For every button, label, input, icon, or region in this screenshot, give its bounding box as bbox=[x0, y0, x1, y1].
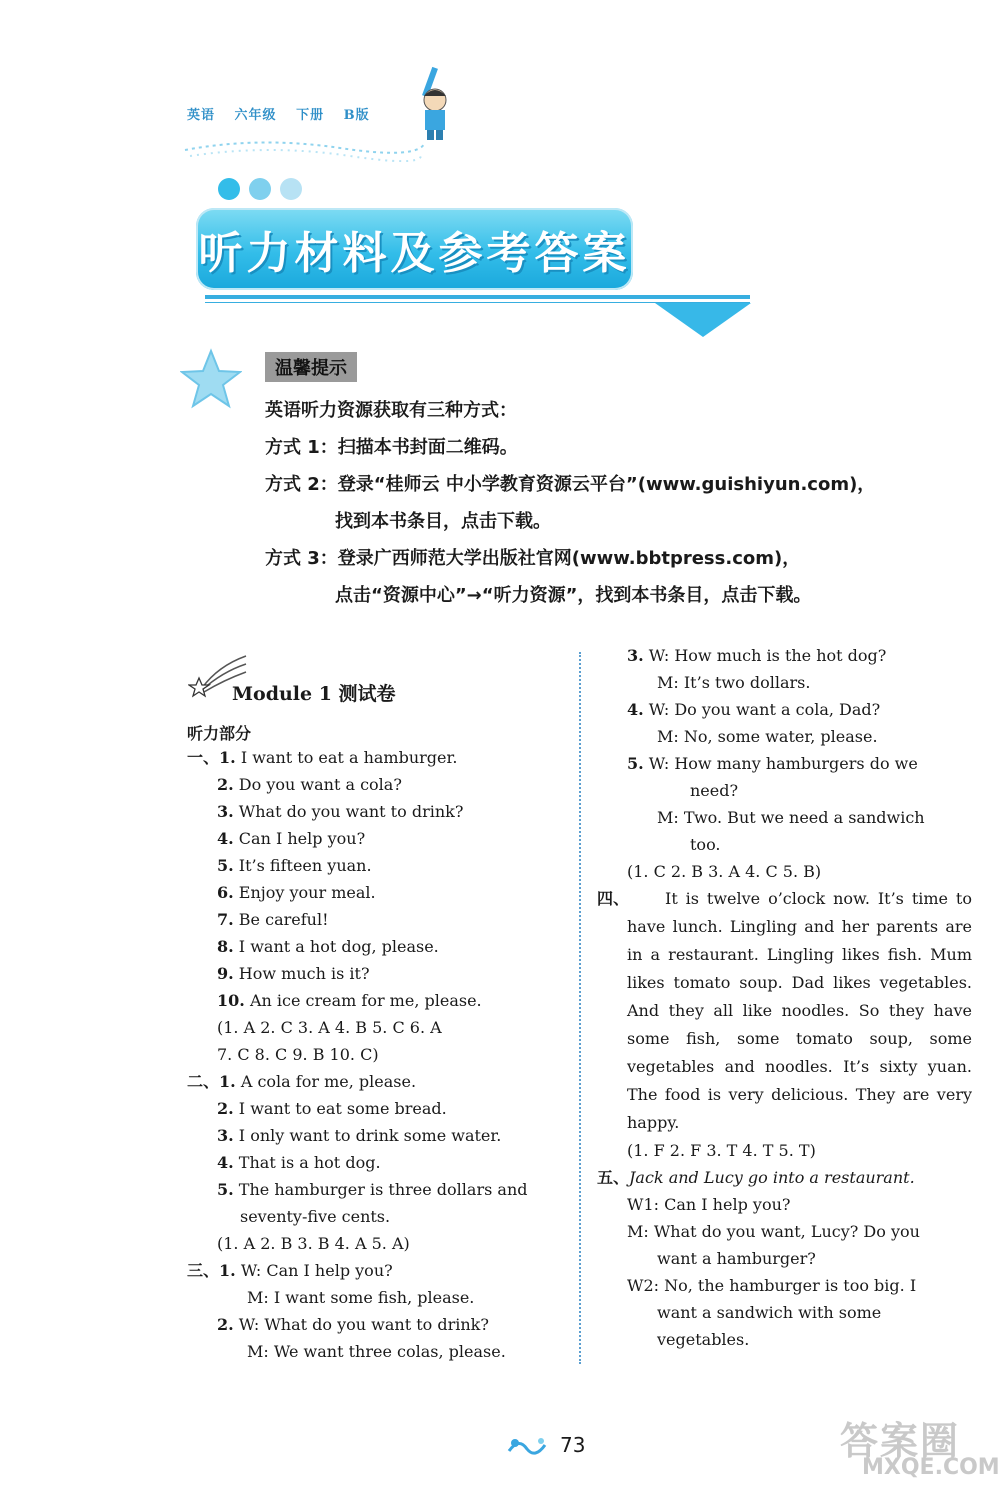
answer-key: (1. A 2. C 3. A 4. B 5. C 6. A bbox=[217, 1018, 442, 1037]
list-item: 4. W: Do you want a cola, Dad? bbox=[627, 700, 881, 719]
tips-way-2-cont: 找到本书条目，点击下载。 bbox=[335, 511, 551, 532]
tips-way-3: 方式 3：登录广西师范大学出版社官网(www.bbtpress.com)， bbox=[265, 548, 801, 569]
list-item: 二、1. A cola for me, please. bbox=[187, 1072, 417, 1091]
page-title: 听力材料及参考答案 bbox=[198, 228, 631, 279]
tips-intro: 英语听力资源获取有三种方式： bbox=[265, 400, 517, 421]
tips-way-1: 方式 1：扫描本书封面二维码。 bbox=[265, 437, 518, 458]
tips-content bbox=[265, 392, 875, 614]
dot-icon bbox=[280, 178, 302, 200]
header-volume: 下册 bbox=[296, 108, 325, 123]
title-banner bbox=[196, 208, 633, 290]
tips-way-3-cont: 点击“资源中心”→“听力资源”，找到本书条目，点击下载。 bbox=[335, 585, 812, 606]
dialogue-line: want a hamburger? bbox=[657, 1249, 816, 1268]
book-header bbox=[187, 104, 384, 123]
list-item: 6. Enjoy your meal. bbox=[217, 883, 376, 902]
dialogue-line: W1: Can I help you? bbox=[627, 1195, 791, 1214]
list-item: 3. I only want to drink some water. bbox=[217, 1126, 502, 1145]
list-item: 3. W: How much is the hot dog? bbox=[627, 646, 887, 665]
header-edition: B版 bbox=[343, 108, 370, 123]
list-item-cont: seventy-five cents. bbox=[240, 1207, 391, 1226]
list-item: 7. Be careful! bbox=[217, 910, 329, 929]
left-column bbox=[187, 744, 567, 1365]
title-rule bbox=[205, 295, 750, 299]
dot-icon bbox=[249, 178, 271, 200]
answer-key: (1. A 2. B 3. B 4. A 5. A) bbox=[217, 1234, 410, 1253]
dialogue-line: M: It’s two dollars. bbox=[657, 673, 811, 692]
column-divider bbox=[579, 652, 581, 1364]
list-item: 5. The hamburger is three dollars and bbox=[217, 1180, 528, 1199]
page-number: 73 bbox=[560, 1433, 586, 1457]
list-item: 2. Do you want a cola? bbox=[217, 775, 402, 794]
child-with-pencil-icon bbox=[405, 62, 465, 142]
dialogue-line: M: I want some fish, please. bbox=[247, 1288, 475, 1307]
module-title: Module 1 测试卷 bbox=[232, 683, 396, 705]
dialogue-line: M: What do you want, Lucy? Do you bbox=[627, 1222, 920, 1241]
list-item: 五、Jack and Lucy go into a restaurant. bbox=[597, 1168, 915, 1187]
list-item: 4. Can I help you? bbox=[217, 829, 366, 848]
triangle-icon bbox=[655, 303, 751, 337]
star-icon bbox=[180, 348, 242, 410]
dialogue-line: vegetables. bbox=[657, 1330, 750, 1349]
tips-label: 温馨提示 bbox=[265, 352, 357, 382]
watermark-url: MXQE.COM bbox=[862, 1455, 1000, 1480]
list-item: 一、1. I want to eat a hamburger. bbox=[187, 748, 458, 767]
answer-key: (1. C 2. B 3. A 4. C 5. B) bbox=[627, 862, 822, 881]
dialogue-line: M: No, some water, please. bbox=[657, 727, 878, 746]
list-item: 4. That is a hot dog. bbox=[217, 1153, 381, 1172]
dialogue-line: need? bbox=[690, 781, 739, 800]
passage-text: It is twelve o’clock now. It’s time to have lunch. Lingling and her parents are in a restaurant. Lingling likes fish. Mum likes tomato soup. Dad likes vegetables. And they all like noodles. So they have some fish, some tomato soup, some vegetables and noodles. It’s sixty yuan. The food is very delicious. They are very happy. bbox=[627, 889, 972, 1132]
list-item: 3. What do you want to drink? bbox=[217, 802, 464, 821]
dialogue-line: too. bbox=[690, 835, 721, 854]
list-item: 9. How much is it? bbox=[217, 964, 370, 983]
right-column bbox=[597, 642, 972, 1353]
list-item: 5. It’s fifteen yuan. bbox=[217, 856, 372, 875]
decorative-dots bbox=[218, 178, 306, 204]
answer-key: 7. C 8. C 9. B 10. C) bbox=[217, 1045, 379, 1064]
sparkle-decoration-icon bbox=[180, 132, 430, 162]
list-item: 三、1. W: Can I help you? bbox=[187, 1261, 393, 1280]
list-item: 2. W: What do you want to drink? bbox=[217, 1315, 489, 1334]
dialogue-line: W2: No, the hamburger is too big. I bbox=[627, 1276, 917, 1295]
list-item: 8. I want a hot dog, please. bbox=[217, 937, 439, 956]
dialogue-line: want a sandwich with some bbox=[657, 1303, 882, 1322]
header-grade: 六年级 bbox=[234, 108, 277, 123]
tips-way-2: 方式 2：登录“桂师云 中小学教育资源云平台”(www.guishiyun.com)， bbox=[265, 474, 876, 495]
header-subject: 英语 bbox=[187, 108, 216, 123]
answer-key: (1. F 2. F 3. T 4. T 5. T) bbox=[627, 1141, 816, 1160]
list-item: 5. W: How many hamburgers do we bbox=[627, 754, 918, 773]
list-item: 2. I want to eat some bread. bbox=[217, 1099, 447, 1118]
dialogue-line: M: Two. But we need a sandwich bbox=[657, 808, 925, 827]
dialogue-line: M: We want three colas, please. bbox=[247, 1342, 506, 1361]
passage-section bbox=[597, 885, 972, 1137]
watermark: 答案圈 bbox=[840, 1419, 961, 1463]
list-item: 10. An ice cream for me, please. bbox=[217, 991, 482, 1010]
section-mark: 四、 bbox=[597, 889, 630, 908]
dot-icon bbox=[218, 178, 240, 200]
page-ornament-icon bbox=[505, 1433, 555, 1459]
section-label: 听力部分 bbox=[187, 724, 252, 743]
